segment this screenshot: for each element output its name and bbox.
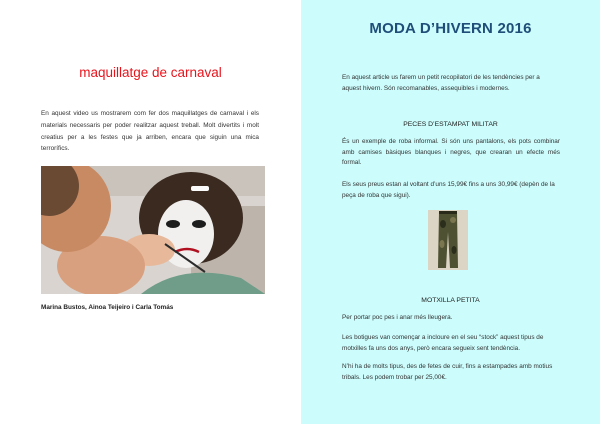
intro-paragraph: En aquest article us farem un petit recopilatori de les tendències per a aquest hivern. Són recomanables, assequibles i modernes. xyxy=(342,74,540,92)
military-paragraph-1: És un exemple de roba informal. Si són uns pantalons, els pots combinar amb camises bàsiques blanques i negres, que crearan un efecte més formal. xyxy=(342,138,560,167)
right-page-title: MODA D’HIVERN 2016 xyxy=(369,20,532,37)
left-page-body: En aquest video us mostrarem com fer dos maquillatges de carnaval i els materials necessaris per poder realitzar aquest treball. Molt divertits i molt creatius per a les festes que ja arriben, encara que siguin una mica terrorífics. xyxy=(41,110,259,153)
backpack-paragraph-2: Les botigues van començar a incloure en el seu “stock” aquest tipus de motxilles fa uns dos anys, però encara segueix sent tendència. xyxy=(342,334,544,352)
backpack-paragraph-1: Per portar poc pes i anar més lleugera. xyxy=(342,314,453,321)
backpack-paragraph-3: N’hi ha de molts tipus, des de fetes de cuir, fins a estampades amb motius tribals. Les podem trobar per 25,00€. xyxy=(342,363,553,381)
camouflage-pants-icon xyxy=(428,210,468,270)
section-heading-backpack: MOTXILLA PETITA xyxy=(421,297,480,304)
left-page-title: maquillatge de carnaval xyxy=(79,65,222,80)
military-paragraph-2: Els seus preus estan al voltant d’uns 15,99€ fins a uns 30,99€ (depèn de la peça de roba que sigui). xyxy=(342,181,555,199)
authors: Marina Bustos, Ainoa Teijeiro i Carla Tomás xyxy=(41,304,174,311)
makeup-photo-icon xyxy=(41,166,265,294)
section-heading-military: PECES D’ESTAMPAT MILITAR xyxy=(403,121,498,128)
